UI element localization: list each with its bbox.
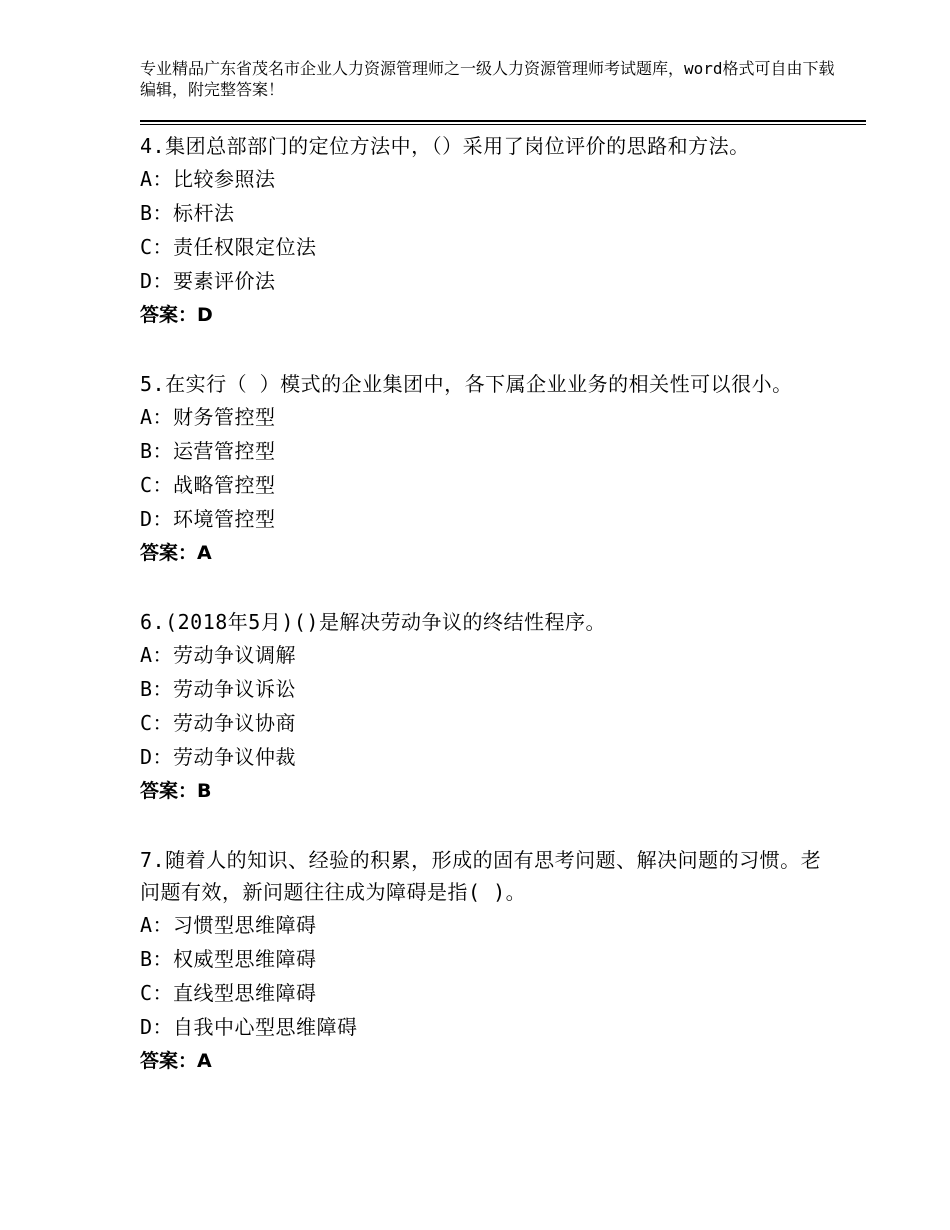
question-text: 5.在实行（ ）模式的企业集团中，各下属企业业务的相关性可以很小。 (140, 372, 793, 396)
question-7 (140, 842, 840, 1078)
option-b: B：标杆法 (140, 201, 235, 225)
option-d: D：要素评价法 (140, 269, 276, 293)
option-c: C：劳动争议协商 (140, 711, 297, 735)
question-text: 7.随着人的知识、经验的积累，形成的固有思考问题、解决问题的习惯。老问题有效，新问题往往成为障碍是指( )。 (140, 848, 822, 904)
option-a: A：劳动争议调解 (140, 643, 297, 667)
spacer (140, 808, 840, 842)
option-d: D：自我中心型思维障碍 (140, 1015, 358, 1039)
header-rule-thin (140, 124, 866, 125)
option-a: A：财务管控型 (140, 405, 276, 429)
option-d: D：劳动争议仲裁 (140, 745, 297, 769)
answer-label: 答案：D (140, 304, 213, 326)
option-a: A：习惯型思维障碍 (140, 913, 317, 937)
header-rule-thick (140, 120, 866, 122)
spacer (140, 570, 840, 604)
answer-label: 答案：B (140, 780, 212, 802)
spacer (140, 332, 840, 366)
option-d: D：环境管控型 (140, 507, 276, 531)
answer-label: 答案：A (140, 542, 212, 564)
option-c: C：责任权限定位法 (140, 235, 317, 259)
question-text: 6.(2018年5月)()是解决劳动争议的终结性程序。 (140, 610, 606, 634)
document-header: 专业精品广东省茂名市企业人力资源管理师之一级人力资源管理师考试题库，word格式可自由下载编辑，附完整答案！ (140, 59, 835, 99)
question-list (140, 128, 840, 1078)
option-a: A：比较参照法 (140, 167, 276, 191)
option-c: C：战略管控型 (140, 473, 276, 497)
question-6 (140, 604, 840, 808)
option-b: B：权威型思维障碍 (140, 947, 317, 971)
question-text: 4.集团总部部门的定位方法中，（）采用了岗位评价的思路和方法。 (140, 134, 750, 158)
question-4 (140, 128, 840, 332)
answer-label: 答案：A (140, 1050, 212, 1072)
option-b: B：劳动争议诉讼 (140, 677, 297, 701)
option-c: C：直线型思维障碍 (140, 981, 317, 1005)
option-b: B：运营管控型 (140, 439, 276, 463)
question-5 (140, 366, 840, 570)
